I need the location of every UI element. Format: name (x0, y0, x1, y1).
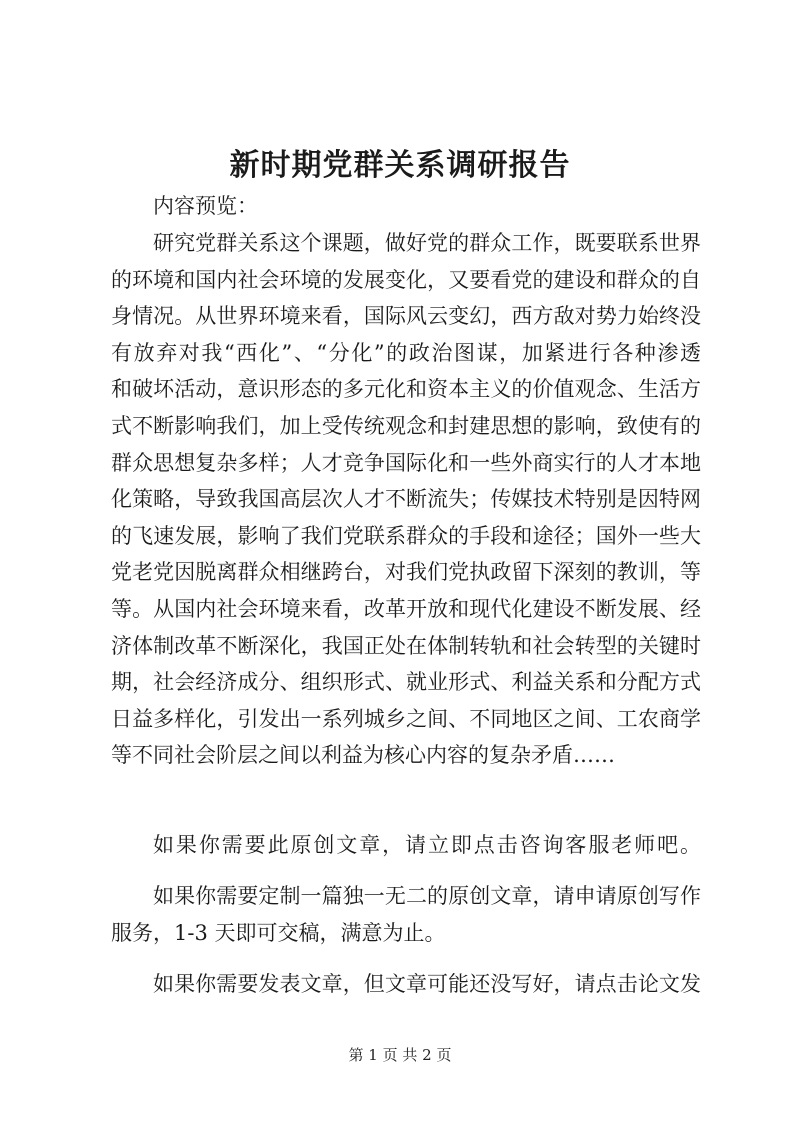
main-paragraph-line: 群众思想复杂多样；人才竞争国际化和一些外商实行的人才本地 (111, 450, 701, 475)
main-paragraph (111, 225, 701, 774)
main-paragraph-line: 有放弃对我“西化”、“分化”的政治图谋，加紧进行各种渗透 (111, 340, 701, 365)
page-number-footer: 第 1 页 共 2 页 (348, 1046, 452, 1064)
main-paragraph-line: 化策略，导致我国高层次人才不断流失；传媒技术特别是因特网 (111, 487, 701, 512)
main-paragraph-line: 济体制改革不断深化，我国正处在体制转轨和社会转型的关键时 (111, 633, 701, 658)
contact-paragraph-line: 如果你需要此原创文章，请立即点击咨询客服老师吧。 (153, 833, 701, 857)
preview-label-paragraph (111, 188, 701, 225)
contact-paragraph (111, 827, 701, 864)
main-paragraph-line: 和破坏活动，意识形态的多元化和资本主义的价值观念、生活方 (111, 377, 701, 402)
preview-label: 内容预览： (153, 194, 258, 218)
custom-writing-paragraph-line: 服务，1-3 天即可交稿，满意为止。 (111, 920, 446, 945)
document-title: 新时期党群关系调研报告 (229, 148, 571, 183)
main-paragraph-line: 身情况。从世界环境来看，国际风云变幻，西方敌对势力始终没 (111, 304, 701, 329)
main-paragraph-line: 研究党群关系这个课题，做好党的群众工作，既要联系世界 (153, 231, 701, 255)
main-paragraph-line: 期，社会经济成分、组织形式、就业形式、利益关系和分配方式 (111, 670, 701, 695)
main-paragraph-line: 等。从国内社会环境来看，改革开放和现代化建设不断发展、经 (111, 596, 701, 621)
main-paragraph-line: 的飞速发展，影响了我们党联系群众的手段和途径；国外一些大 (111, 523, 701, 548)
publish-paragraph (111, 966, 701, 1003)
main-paragraph-line: 等不同社会阶层之间以利益为核心内容的复杂矛盾…… (111, 743, 615, 768)
main-paragraph-line: 党老党因脱离群众相继跨台，对我们党执政留下深刻的教训，等 (111, 560, 701, 585)
custom-writing-paragraph (111, 878, 701, 951)
main-paragraph-line: 的环境和国内社会环境的发展变化，又要看党的建设和群众的自 (111, 267, 701, 292)
custom-writing-paragraph-line: 如果你需要定制一篇独一无二的原创文章，请申请原创写作 (153, 884, 701, 908)
publish-paragraph-line: 如果你需要发表文章，但文章可能还没写好，请点击论文发 (153, 972, 701, 996)
main-paragraph-line: 日益多样化，引发出一系列城乡之间、不同地区之间、工农商学 (111, 706, 701, 731)
main-paragraph-line: 式不断影响我们，加上受传统观念和封建思想的影响，致使有的 (111, 413, 701, 438)
